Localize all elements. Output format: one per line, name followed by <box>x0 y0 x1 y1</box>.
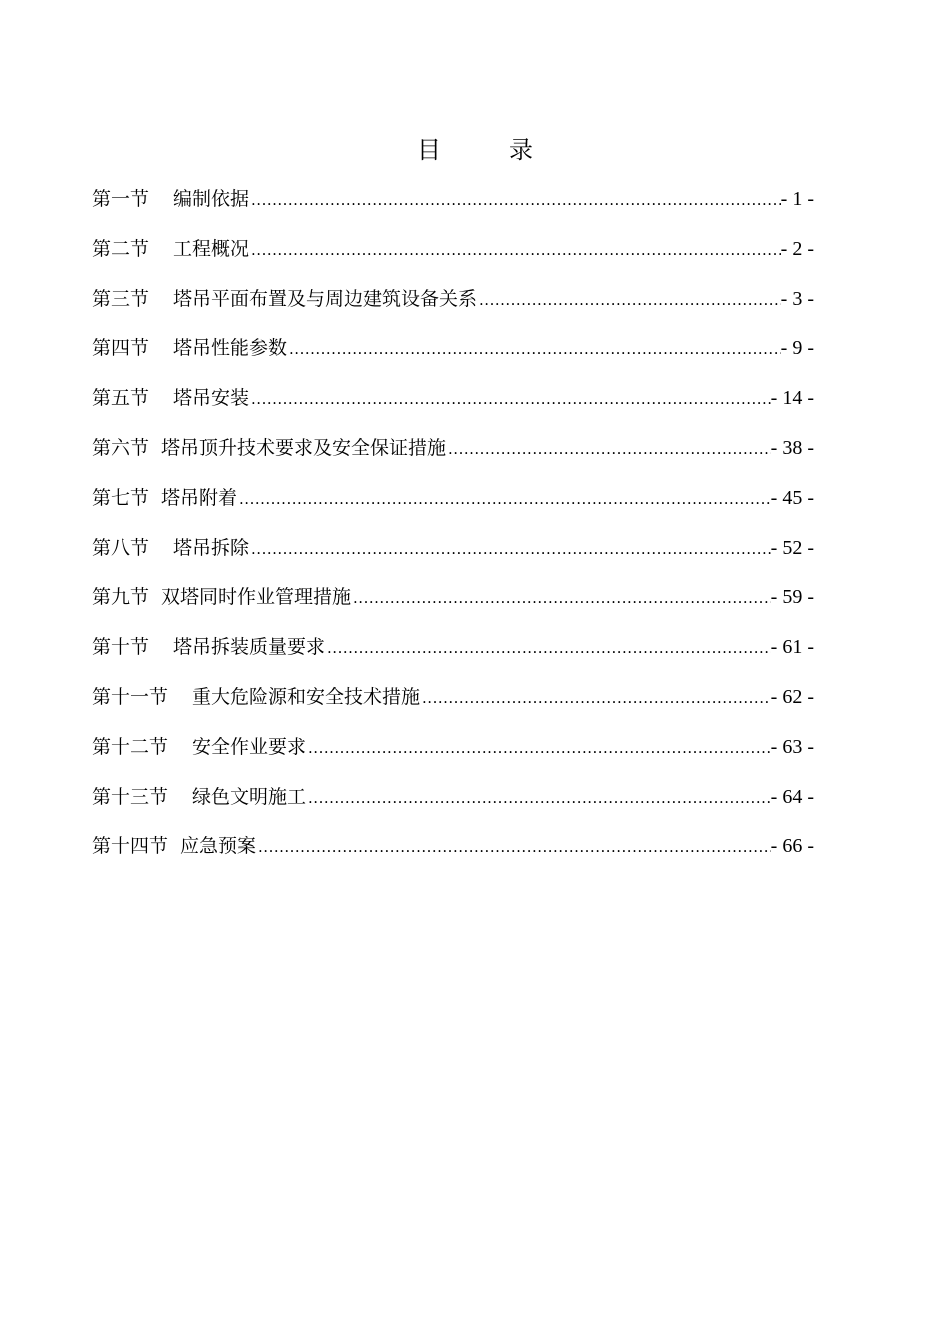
toc-entry[interactable] <box>92 734 814 784</box>
toc-entry-page: - 64 - <box>770 785 814 808</box>
toc-dot-leader <box>256 834 771 860</box>
toc-entry-section: 第七节 <box>92 486 150 509</box>
toc-entry-section: 第二节 <box>92 237 150 260</box>
toc-entry-section: 第六节 <box>92 436 150 459</box>
toc-entry-page: - 38 - <box>770 436 814 459</box>
toc-entry[interactable] <box>92 485 814 535</box>
toc-entry-title: 塔吊性能参数 <box>173 337 288 360</box>
toc-dot-leader <box>446 436 771 462</box>
toc-entry-title: 塔吊拆装质量要求 <box>173 636 326 659</box>
toc-entry-page: - 62 - <box>770 685 814 708</box>
toc-entry-title: 塔吊平面布置及与周边建筑设备关系 <box>173 287 478 310</box>
toc-entry-page: - 52 - <box>770 536 814 559</box>
toc-entry-section: 第五节 <box>92 387 150 410</box>
toc-entry-title: 塔吊顶升技术要求及安全保证措施 <box>161 436 447 459</box>
toc-entry[interactable] <box>92 833 814 883</box>
toc-entry[interactable] <box>92 385 814 435</box>
toc-entry[interactable] <box>92 634 814 684</box>
toc-dot-leader <box>287 336 781 362</box>
toc-entry-title: 塔吊附着 <box>161 486 238 509</box>
toc-dot-leader <box>249 386 771 412</box>
toc-entry-page: - 1 - <box>780 188 814 210</box>
toc-dot-leader <box>249 187 781 213</box>
toc-entry-title: 塔吊拆除 <box>173 536 250 559</box>
toc-dot-leader <box>306 785 771 811</box>
toc-entry-page: - 59 - <box>770 586 814 609</box>
toc-entry-page: - 66 - <box>770 835 814 858</box>
toc-dot-leader <box>477 287 781 313</box>
toc-entry-page: - 14 - <box>770 387 814 410</box>
toc-entry-section: 第三节 <box>92 287 150 310</box>
toc-entry[interactable] <box>92 236 814 286</box>
toc-entry-page: - 3 - <box>780 287 814 310</box>
toc-entry-section: 第十二节 <box>92 735 169 758</box>
toc-entry-section: 第十一节 <box>92 685 169 708</box>
toc-list <box>92 186 814 883</box>
toc-entry[interactable] <box>92 435 814 485</box>
toc-entry-page: - 61 - <box>770 636 814 659</box>
toc-entry[interactable] <box>92 784 814 834</box>
toc-entry-section: 第十三节 <box>92 785 169 808</box>
toc-entry[interactable] <box>92 584 814 634</box>
toc-entry-title: 应急预案 <box>180 835 257 858</box>
toc-dot-leader <box>249 237 781 263</box>
toc-entry-title: 绿色文明施工 <box>192 785 307 808</box>
toc-entry-title: 双塔同时作业管理措施 <box>161 586 352 609</box>
toc-dot-leader <box>306 735 771 761</box>
toc-entry-section: 第十四节 <box>92 835 169 858</box>
toc-dot-leader <box>325 635 771 661</box>
toc-entry[interactable] <box>92 186 814 236</box>
toc-entry-title: 塔吊安装 <box>173 387 250 410</box>
toc-title: 目 录 <box>417 136 555 164</box>
toc-entry-title: 编制依据 <box>173 188 250 210</box>
toc-entry-section: 第八节 <box>92 536 150 559</box>
toc-dot-leader <box>351 585 771 611</box>
toc-entry[interactable] <box>92 335 814 385</box>
toc-entry-section: 第十节 <box>92 636 150 659</box>
toc-entry[interactable] <box>92 286 814 336</box>
toc-entry-title: 安全作业要求 <box>192 735 307 758</box>
toc-entry-section: 第九节 <box>92 586 150 609</box>
toc-dot-leader <box>420 685 771 711</box>
toc-entry-page: - 63 - <box>770 735 814 758</box>
toc-dot-leader <box>249 536 771 562</box>
toc-entry-section: 第一节 <box>92 188 150 210</box>
toc-entry[interactable] <box>92 535 814 585</box>
toc-entry-section: 第四节 <box>92 337 150 360</box>
toc-entry[interactable] <box>92 684 814 734</box>
toc-entry-page: - 9 - <box>780 337 814 360</box>
toc-dot-leader <box>237 486 771 512</box>
toc-entry-page: - 45 - <box>770 486 814 509</box>
toc-entry-title: 工程概况 <box>173 237 250 260</box>
toc-entry-page: - 2 - <box>780 237 814 260</box>
toc-entry-title: 重大危险源和安全技术措施 <box>192 685 421 708</box>
